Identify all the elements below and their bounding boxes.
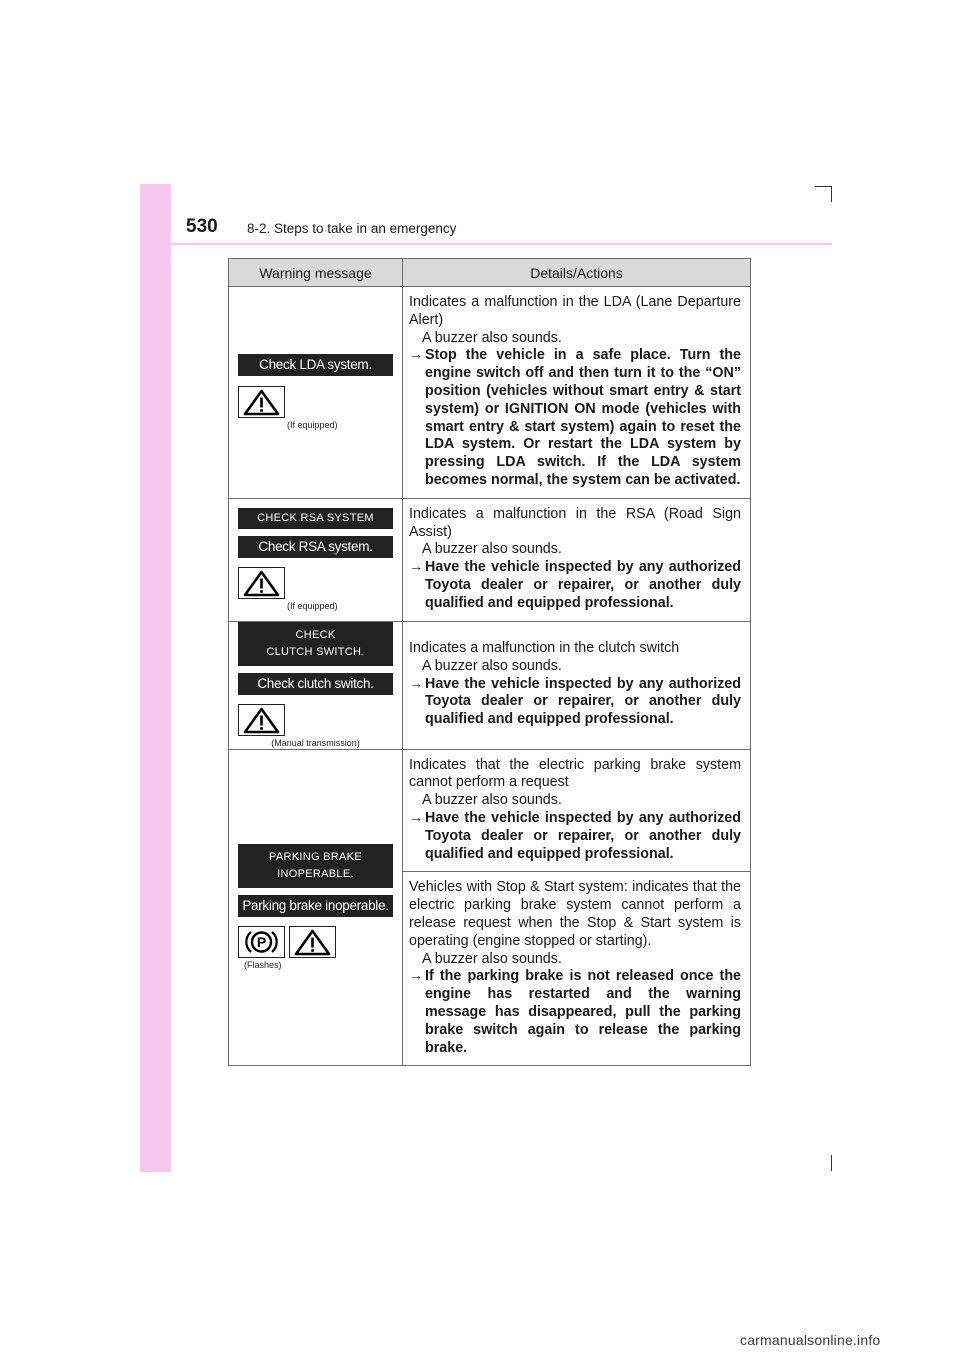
section-title: 8-2. Steps to take in an emergency xyxy=(247,221,457,236)
icon-row xyxy=(238,567,393,601)
crop-mark-top xyxy=(815,186,831,187)
warning-triangle-icon xyxy=(238,567,285,599)
detail-action xyxy=(409,676,741,729)
page-number: 530 xyxy=(186,216,218,237)
warning-table xyxy=(228,258,751,1066)
detail-action xyxy=(409,810,741,863)
message-badge: Check clutch switch. xyxy=(238,673,393,695)
detail-intro: Indicates a malfunction in the clutch switch xyxy=(409,640,680,657)
arrow-icon: → xyxy=(409,968,424,985)
svg-text:P: P xyxy=(256,934,267,951)
detail-note: A buzzer also sounds. xyxy=(422,329,562,346)
table-row xyxy=(229,621,751,749)
details-cell xyxy=(403,498,751,621)
detail-action xyxy=(409,559,741,612)
detail-action-text: Stop the vehicle in a safe place. Turn the engine switch off and then turn it to the “ON” position (vehicles without smart entry & start system) or IGNITION ON mode (vehicles with smart entry & start system) again to reset the LDA system. Or restart the LDA system by pressing LDA switch. If the LDA system becomes normal, the system can be activated. xyxy=(425,347,741,488)
detail-intro: Indicates a malfunction in the LDA (Lane Departure Alert) xyxy=(409,294,741,328)
warning-message-cell xyxy=(229,287,403,499)
details-cell xyxy=(403,287,751,499)
message-badge-line: CHECK xyxy=(295,628,336,641)
detail-action-text: If the parking brake is not released once the engine has restarted and the warning message has disappeared, pull the parking brake switch again to release the parking brake. xyxy=(425,968,741,1056)
detail-note: A buzzer also sounds. xyxy=(422,792,562,809)
warning-message-cell xyxy=(229,749,403,1066)
detail-note: A buzzer also sounds. xyxy=(422,950,562,967)
message-caption: (If equipped) xyxy=(287,600,338,611)
arrow-icon: → xyxy=(409,675,424,692)
table-header-row xyxy=(229,259,751,287)
table-row xyxy=(229,498,751,621)
detail-intro: Indicates that the electric parking brake system cannot perform a request xyxy=(409,756,741,791)
detail-action-text: Have the vehicle inspected by any authorized Toyota dealer or repairer, or another duly qualified and equipped professional. xyxy=(425,809,741,862)
warning-triangle-icon xyxy=(238,386,285,418)
col-header-details: Details/Actions xyxy=(403,259,751,287)
icon-row xyxy=(238,704,393,738)
detail-note: A buzzer also sounds. xyxy=(422,657,562,674)
detail-intro: Vehicles with Stop & Start system: indicates that the electric parking brake system cannot perform a release request when the Stop & Start system is operating (engine stopped or starting). xyxy=(409,879,741,949)
details-cell xyxy=(403,872,751,1066)
message-caption: (If equipped) xyxy=(287,419,338,430)
detail-action xyxy=(409,347,741,489)
table-row xyxy=(229,749,751,872)
details-cell xyxy=(403,621,751,749)
message-caption: (Manual transmission) xyxy=(271,737,360,748)
arrow-icon: → xyxy=(409,559,424,576)
message-caption: (Flashes) xyxy=(244,959,282,970)
icon-row xyxy=(238,926,393,960)
message-badge xyxy=(238,622,393,666)
detail-action-text: Have the vehicle inspected by any authorized Toyota dealer or repairer, or another duly qualified and equipped professional. xyxy=(425,559,741,611)
message-badge: Check RSA system. xyxy=(238,536,393,558)
warning-triangle-icon xyxy=(238,704,285,736)
sidebar-tab xyxy=(140,184,171,1172)
icon-row xyxy=(238,386,393,420)
message-badge: Check LDA system. xyxy=(238,354,393,376)
crop-mark-bottom xyxy=(831,1155,832,1171)
detail-intro: Indicates a malfunction in the RSA (Road Sign Assist) xyxy=(409,505,741,540)
message-badge-line: CLUTCH SWITCH. xyxy=(266,645,365,658)
message-badge-line: PARKING BRAKE xyxy=(269,850,362,863)
warning-message-cell xyxy=(229,621,403,749)
detail-action-text: Have the vehicle inspected by any authorized Toyota dealer or repairer, or another duly qualified and equipped professional. xyxy=(425,675,741,728)
table-row xyxy=(229,287,751,499)
details-cell xyxy=(403,749,751,872)
detail-note: A buzzer also sounds. xyxy=(422,541,562,558)
watermark: carmanualsonline.info xyxy=(740,1332,881,1348)
message-badge: CHECK RSA SYSTEM xyxy=(238,508,393,529)
arrow-icon: → xyxy=(409,347,424,364)
message-badge-line: INOPERABLE. xyxy=(277,867,354,880)
warning-triangle-icon xyxy=(289,926,336,958)
col-header-warning: Warning message xyxy=(229,259,403,287)
header-rule xyxy=(140,243,832,245)
arrow-icon: → xyxy=(409,809,424,826)
crop-mark-top-vertical xyxy=(831,186,832,202)
message-badge xyxy=(238,844,393,888)
warning-message-cell xyxy=(229,498,403,621)
message-badge: Parking brake inoperable. xyxy=(238,895,393,917)
parking-brake-icon xyxy=(238,926,285,958)
detail-action xyxy=(409,968,741,1057)
